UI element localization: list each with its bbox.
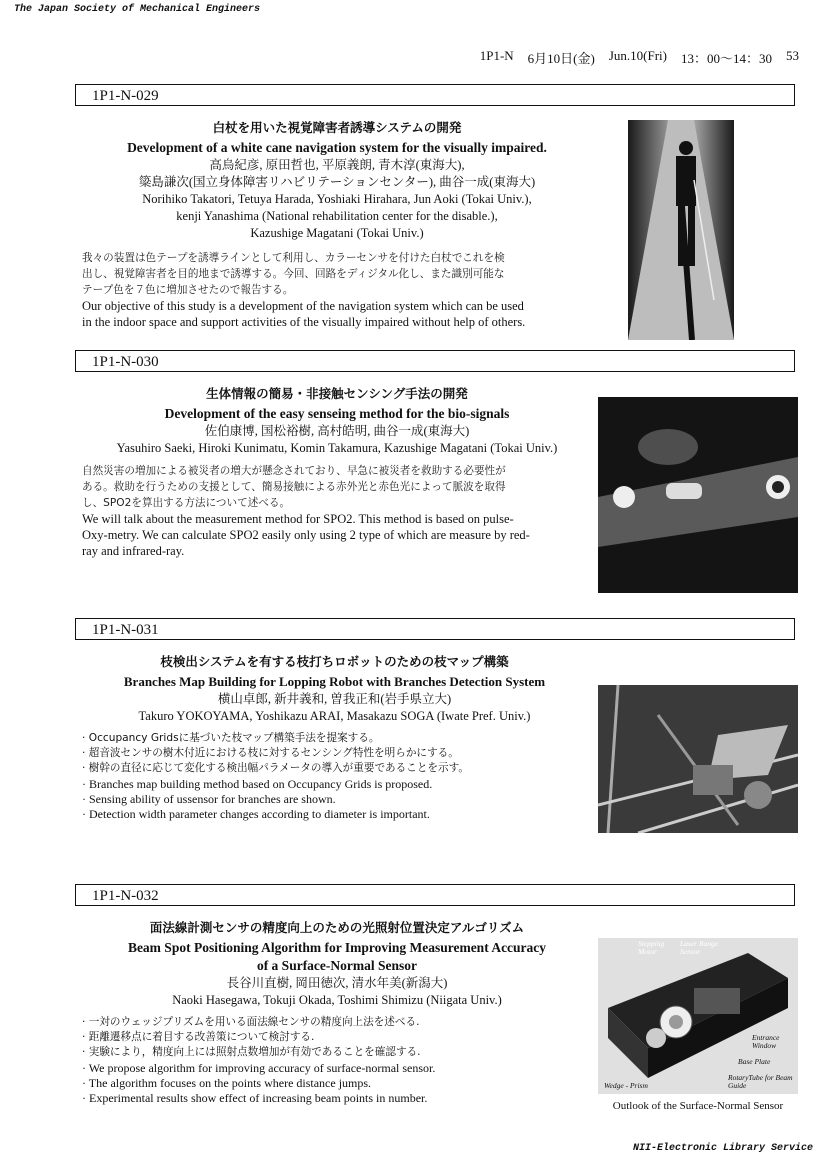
title-ja: 枝検出システムを有する枝打ちロボットのための枝マップ構築 [160, 654, 509, 669]
abstract-ja-line: 我々の装置は色テープを誘導ラインとして利用し、カラーセンサを付けた白杖でこれを検 [82, 252, 505, 264]
bullet-item: · Branches map building method based on Occupancy Grids is proposed. [82, 777, 587, 792]
authors-ja: 長谷川直樹, 岡田徳次, 清水年美(新潟大) [226, 976, 448, 990]
paper-id-bar: 1P1-N-032 [75, 884, 795, 906]
figure-label-wedge: Wedge - Prism [604, 1081, 648, 1090]
authors-en: Yasuhiro Saeki, Hiroki Kunimatu, Komin Takamura, Kazushige Magatani (Tokai Univ.) [116, 441, 558, 455]
title-en: of a Surface-Normal Sensor [256, 958, 418, 973]
figure-label-motor: Stepping Motor [638, 939, 665, 956]
bullet-item: · Sensing ability of ussensor for branches are shown. [82, 792, 587, 807]
robot-photo [598, 685, 798, 833]
figure-caption: Outlook of the Surface-Normal Sensor [612, 1100, 784, 1112]
page-number: 53 [786, 48, 799, 63]
title-en: Development of the easy senseing method for the bio-signals [164, 406, 510, 421]
footer-source: NII-Electronic Library Service [632, 1143, 813, 1154]
authors-en: Takuro YOKOYAMA, Yoshikazu ARAI, Masakazu SOGA (Iwate Pref. Univ.) [138, 709, 531, 723]
paper-030 [82, 384, 592, 559]
abstract-en-line: in the indoor space and support activities of the visually impaired without help of others. [82, 315, 526, 329]
bullet-item: · Detection width parameter changes according to diameter is important. [82, 807, 587, 822]
paper-id-bar: 1P1-N-029 [75, 84, 795, 106]
figure-label-window: Entrance Window [752, 1033, 780, 1050]
bullet-item: · 実験により，精度向上には照射点数増加が有効であることを確認する. [82, 1045, 592, 1060]
title-ja: 面法線計測センサの精度向上のための光照射位置決定アルゴリズム [149, 920, 525, 935]
session-time: 13：00～14：30 [680, 51, 772, 66]
paper-032 [82, 918, 592, 1106]
authors-ja: 高烏紀彦, 原田哲也, 平原義朗, 青木淳(東海大), [209, 158, 465, 172]
authors-en: kenji Yanashima (National rehabilitation center for the disable.), [176, 209, 498, 223]
session-code: 1P1-N [479, 48, 514, 63]
paper-id-bar: 1P1-N-031 [75, 618, 795, 640]
authors-en: Kazushige Magatani (Tokai Univ.) [250, 226, 424, 240]
sensor-photo [598, 397, 798, 593]
society-name: The Japan Society of Mechanical Engineers [14, 4, 261, 15]
date-en: Jun.10(Fri) [608, 48, 667, 63]
paper-031 [82, 652, 587, 822]
bullet-item: · We propose algorithm for improving accuracy of surface-normal sensor. [82, 1061, 592, 1076]
paper-id-bar: 1P1-N-030 [75, 350, 795, 372]
bullet-item: · 超音波センサの樹木付近における枝に対するセンシング特性を明らかにする。 [82, 746, 587, 761]
figure-label-base: Base Plate [738, 1057, 771, 1066]
sensor-device-figure [598, 938, 798, 1094]
bullet-item: · 樹幹の直径に応じて変化する検出幅パラメータの導入が重要であることを示す。 [82, 761, 587, 776]
bullet-list [82, 1015, 592, 1106]
authors-ja: 佐伯康博, 国松裕樹, 高村皓明, 曲谷一成(東海大) [204, 424, 470, 438]
date-ja: 6月10日(金) [527, 51, 595, 66]
authors-ja: 横山卓郎, 新井義和, 曽我正和(岩手県立大) [217, 692, 452, 706]
bullet-item: · 距離遷移点に着目する改善策について検討する. [82, 1030, 592, 1045]
authors-en: Norihiko Takatori, Tetuya Harada, Yoshiaki Hirahara, Jun Aoki (Tokai Univ.), [142, 192, 532, 206]
abstract-ja-line: テープ色を７色に増加させたので報告する。 [82, 284, 294, 296]
bullet-item: · Experimental results show effect of increasing beam points in number. [82, 1091, 592, 1106]
title-en: Beam Spot Positioning Algorithm for Improving Measurement Accuracy [127, 940, 547, 955]
title-en: Development of a white cane navigation system for the visually impaired. [127, 140, 547, 155]
page-header [480, 48, 799, 67]
abstract-ja-line: し、SPO2を算出する方法について述べる。 [82, 497, 291, 509]
abstract-ja-line: ある。救助を行うための支援として、簡易接触による赤外光と赤色光によって脈波を取得 [82, 481, 506, 493]
figure-label-laser: Laser Range Sensor [680, 939, 719, 956]
abstract-ja-line: 自然災害の増加による被災者の増大が懸念されており、早急に被災者を救助する必要性が [82, 465, 506, 477]
authors-ja: 簗島謙次(国立身体障害リハビリテーションセンター), 曲谷一成(東海大) [138, 175, 536, 189]
paper-029 [82, 118, 592, 330]
abstract-en-line: ray and infrared-ray. [82, 544, 185, 558]
abstract-en-line: Oxy-metry. We can calculate SPO2 easily only using 2 type of which are measure by red- [82, 528, 530, 542]
title-ja: 白杖を用いた視覚障害者誘導システムの開発 [212, 120, 462, 135]
authors-en: Naoki Hasegawa, Tokuji Okada, Toshimi Shimizu (Niigata Univ.) [172, 993, 502, 1007]
bullet-list [82, 731, 587, 822]
bullet-item: · 一対のウェッジプリズムを用いる面法線センサの精度向上法を述べる. [82, 1015, 592, 1030]
corridor-photo [628, 120, 734, 340]
title-en: Branches Map Building for Lopping Robot with Branches Detection System [123, 674, 546, 689]
bullet-item: · The algorithm focuses on the points where distance jumps. [82, 1076, 592, 1091]
abstract-ja-line: 出し、視覚障害者を目的地まで誘導する。今回、回路をディジタル化し、また識別可能な [82, 268, 505, 280]
figure-label-tube: RotaryTube for Beam Guide [728, 1073, 793, 1090]
abstract-en-line: Our objective of this study is a development of the navigation system which can be used [82, 299, 524, 313]
abstract-en-line: We will talk about the measurement method for SPO2. This method is based on pulse- [82, 512, 514, 526]
title-ja: 生体情報の簡易・非接触センシング手法の開発 [206, 386, 468, 401]
bullet-item: · Occupancy Gridsに基づいた枝マップ構築手法を提案する。 [82, 731, 587, 746]
